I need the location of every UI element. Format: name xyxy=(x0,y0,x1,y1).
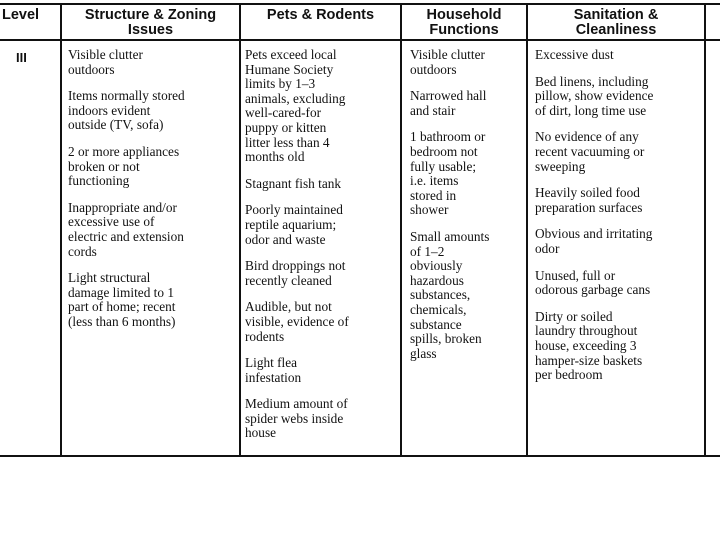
sanitation-item: Obvious and irritating odor xyxy=(535,226,653,256)
structure-item: Visible clutter outdoors xyxy=(68,47,143,77)
household-item: Small amounts of 1–2 obviously hazardous substances, chemicals, substance spills, broken glass xyxy=(410,228,490,361)
sanitation-item: Excessive dust xyxy=(535,47,614,62)
column-divider-4 xyxy=(526,3,528,457)
column-divider-1 xyxy=(60,3,62,457)
pets-item: Bird droppings not recently cleaned xyxy=(245,258,346,288)
table-top-border xyxy=(0,3,720,5)
sanitation-item: Bed linens, including pillow, show evidence of dirt, long time use xyxy=(535,73,654,118)
sanitation-cleanliness-column xyxy=(535,48,704,395)
sanitation-item: No evidence of any recent vacuuming or sweeping xyxy=(535,129,645,174)
column-divider-3 xyxy=(400,3,402,457)
pets-item: Medium amount of spider webs inside house xyxy=(245,396,348,441)
level-value: III xyxy=(16,50,27,65)
header-sanitation-cleanliness: Sanitation & Cleanliness xyxy=(573,7,659,38)
pets-item: Stagnant fish tank xyxy=(245,175,342,191)
column-divider-2 xyxy=(239,3,241,457)
header-pets-rodents: Pets & Rodents xyxy=(266,7,375,23)
header-level: Level xyxy=(2,7,40,23)
header-structure-zoning: Structure & Zoning Issues xyxy=(84,7,217,38)
pets-item: Light flea infestation xyxy=(245,355,302,385)
pets-item: Audible, but not visible, evidence of rodents xyxy=(245,299,349,344)
structure-zoning-column xyxy=(68,48,238,342)
pets-item: Poorly maintained reptile aquarium; odor and waste xyxy=(245,202,343,247)
household-functions-column xyxy=(410,48,526,373)
pets-item: Pets exceed local Humane Society limits by 1–3 animals, excluding well-cared-for puppy or kitten litter less than 4 months old xyxy=(245,47,346,165)
header-household-functions: Household Functions xyxy=(426,7,502,38)
header-bottom-border xyxy=(0,39,720,41)
structure-item: 2 or more appliances broken or not functioning xyxy=(68,143,180,189)
household-item: 1 bathroom or bedroom not fully usable; i.e. items stored in shower xyxy=(410,129,486,218)
structure-item: Inappropriate and/or excessive use of electric and extension cords xyxy=(68,199,184,259)
sanitation-item: Heavily soiled food preparation surfaces xyxy=(535,185,643,215)
structure-item: Items normally stored indoors evident outside (TV, sofa) xyxy=(68,88,185,133)
structure-item: Light structural damage limited to 1 part of home; recent (less than 6 months) xyxy=(68,270,176,329)
pets-rodents-column xyxy=(245,48,400,453)
household-item: Visible clutter outdoors xyxy=(410,47,485,77)
column-divider-5 xyxy=(704,3,706,457)
household-item: Narrowed hall and stair xyxy=(410,88,487,118)
sanitation-item: Dirty or soiled laundry throughout house, exceeding 3 hamper-size baskets per bedroom xyxy=(535,308,643,383)
sanitation-item: Unused, full or odorous garbage cans xyxy=(535,267,651,298)
table-bottom-border xyxy=(0,455,720,457)
